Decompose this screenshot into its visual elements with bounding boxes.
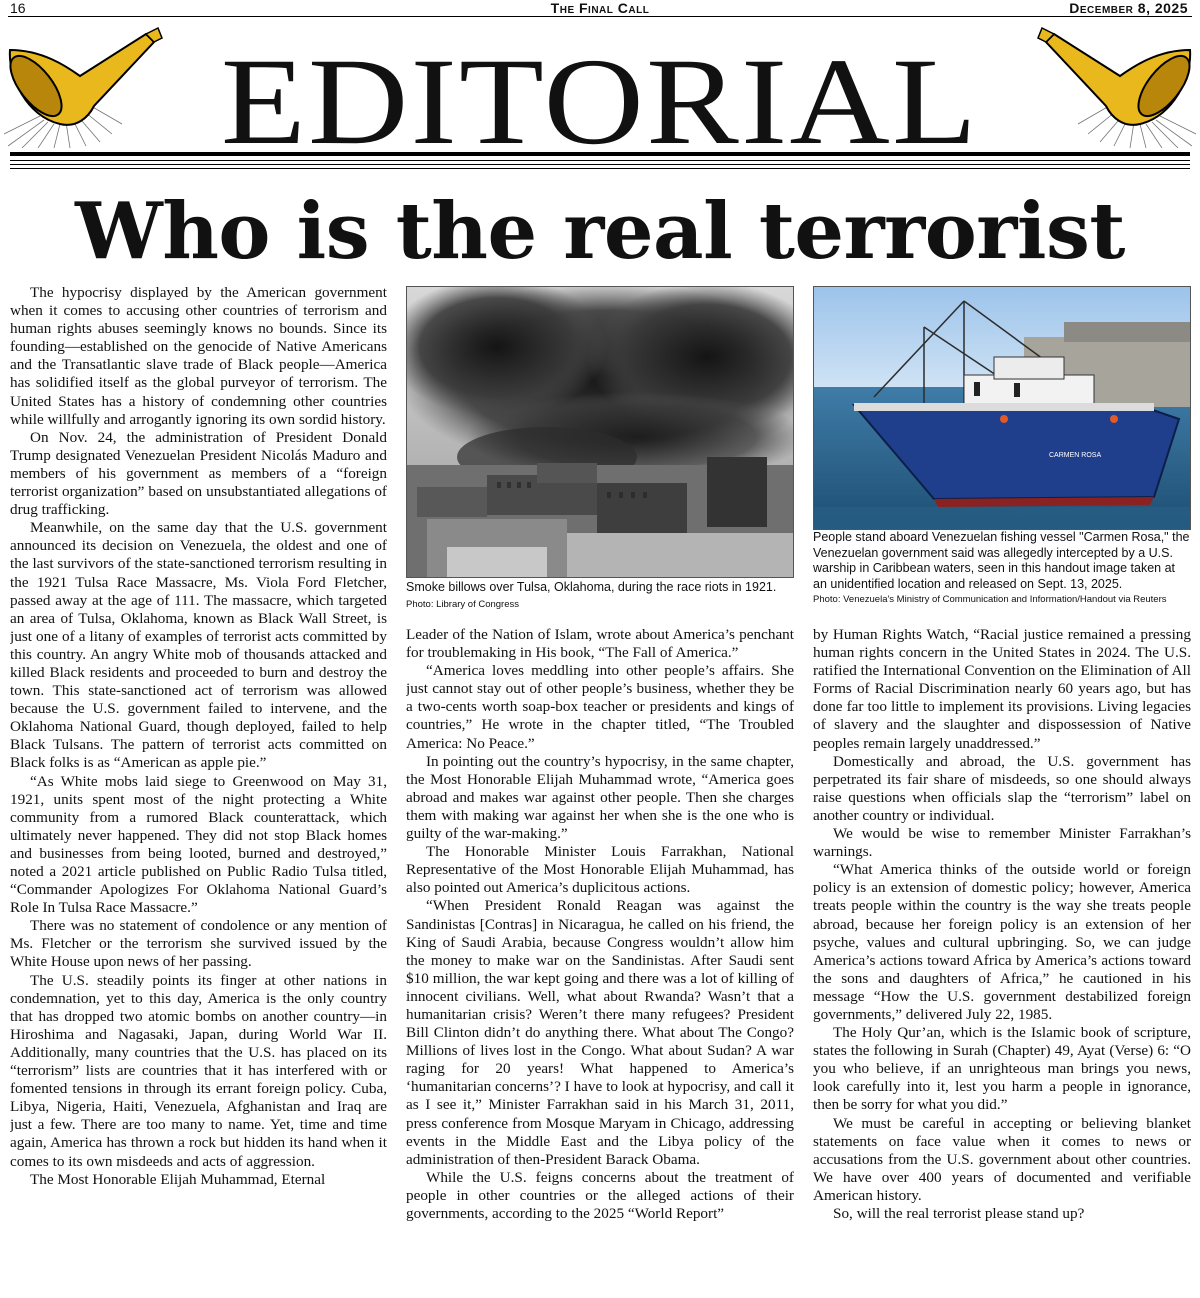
photo-credit: Photo: Venezuela's Ministry of Communication and Information/Handout via Reuters [813,594,1167,605]
masthead-rule [10,168,1190,169]
photo-caption-tulsa [406,580,794,612]
paragraph: So, will the real terrorist please stand up? [833,1205,1085,1222]
paragraph: Meanwhile, on the same day that the U.S. government announced its decision on Venezuela, the oldest and one of the last survivors of the state-sanctioned terrorism resulting in the 1921 Tulsa Race Massacre, Ms. Viola Ford Fletcher, passed away at the age of 111. The massacre, which targeted an area of Tulsa, Oklahoma, known as Black Wall Street, is just one of a litany of examples of terrorist acts committed by this country. An angry White mob of thousands attacked and killed Black residents and proceeded to burn and destroy the town. This state-sanctioned act of terrorism was allowed because the U.S. government failed to intervene, and the Oklahoma National Guard, though deployed, failed to help Black Tulsans. The pattern of terrorist acts committed on Black folks is as “American as apple pie.” [10,519,387,772]
running-head [0,0,1200,18]
section-masthead [0,24,1200,174]
photo-tulsa-smoke [406,286,794,578]
header-rule [8,16,1192,17]
paragraph: The Honorable Minister Louis Farrakhan, National Representative of the Most Honorable Elijah Muhammad, has also pointed out America’s duplicitous actions. [406,843,794,897]
caption-text: Smoke billows over Tulsa, Oklahoma, during the race riots in 1921. [406,580,777,594]
paragraph: The Holy Qur’an, which is the Islamic book of scripture, states the following in Surah (Chapter) 49, Ayat (Verse) 6: “O you who believe, if an unrighteous man brings you news, look carefully into it, lest you harm a people in ignorance, then be sorry for what you did.” [813,1024,1191,1114]
article-column-3 [813,626,1191,1290]
paragraph: The U.S. steadily points its finger at other nations in condemnation, yet to this day, America is the only country that has dropped two atomic bombs on another country—in Hiroshima and Nagasaki, Japan, during World War II. Additionally, many countries that the U.S. has placed on its “terrorism” lists are countries that it has interfered with or fomented tensions in through its errant foreign policy. Cuba, Libya, Nigeria, Haiti, Venezuela, Afghanistan and Iraq are just a few. There are too many to name. Yet, time and time again, America has thrown a rock but hidden its hand when it comes to its own misdeeds and acts of aggression. [10,971,387,1170]
paragraph: Leader of the Nation of Islam, wrote about America’s penchant for troublemaking in His book, “The Fall of America.” [406,626,794,662]
horn-icon [1036,24,1196,148]
article-column-2 [406,626,794,1290]
photo-fishing-vessel [813,286,1191,530]
section-title: EDITORIAL [220,33,980,170]
masthead-rule [10,160,1190,161]
masthead-rule [10,152,1190,156]
photo-caption-vessel [813,530,1191,608]
paragraph: We must be careful in accepting or believing blanket statements on face value when it comes to news or accusations from the U.S. government about other countries. We have over 400 years of documented and verifiable American history. [813,1114,1191,1204]
page-number: 16 [10,0,26,16]
paragraph: “America loves meddling into other people’s affairs. She just cannot stay out of other people’s business, whether they be a two-cents worth soap-box teacher or presidents and kings of countries,” He wrote in the chapter titled, “The Troubled America: No Peace.” [406,662,794,752]
masthead-rule [10,164,1190,165]
paragraph: “When President Ronald Reagan was against the Sandinistas [Contras] in Nicaragua, he called on his friend, the King of Saudi Arabia, because Congress wouldn’t allow him the money to make war on the Sandinistas. After Saudi sent $10 million, the war kept going and there was a lot of killing of innocent civilians. Well, what about Rwanda? Wasn’t that a humanitarian crisis? Weren’t there many refugees? President Bill Clinton didn’t do anything there. What about The Congo? Millions of lives lost in the Congo. What about Sudan? A war raging for 20 years! What happened to America’s ‘humanitarian concerns’? I have to look at hypocrisy, and call it as I see it,” Minister Farrakhan said in his March 31, 2011, press conference from Mosque Maryam in Chicago, addressing events in the Middle East and the Libya policy of the administration of then-President Barack Obama. [406,897,794,1168]
paragraph: In pointing out the country’s hypocrisy, in the same chapter, the Most Honorable Elijah Muhammad wrote, “America goes abroad and makes war against other people. Then she charges them with making war against her when she is the one who is guilty of the war-making.” [406,752,794,843]
issue-date: December 8, 2025 [1069,0,1188,16]
paragraph: by Human Rights Watch, “Racial justice remained a pressing human rights concern in the United States in 2024. The U.S. ratified the International Convention on the Elimination of All Forms of Racial Discrimination nearly 60 years ago, but has done far too little to implement its provisions. Living legacies of slavery and the slaughter and dispossession of Native peoples remain largely unaddressed.” [813,626,1191,752]
photo-tulsa-image [407,287,794,578]
vessel-name-label: CARMEN ROSA [1049,452,1102,459]
paragraph: The hypocrisy displayed by the American government when it comes to accusing other countries of terrorism and human rights abuses seemingly knows no bounds. Since its founding—established on the genocide of Native Americans and the Transatlantic slave trade of Black people—America has solidified itself as the global purveyor of terrorism. The United States has a history of condemning other countries while willfully and arrogantly ignoring its own sordid history. [10,284,387,428]
article-column-1 [10,284,387,1290]
paragraph: We would be wise to remember Minister Farrakhan’s warnings. [813,825,1191,861]
publication-name: The Final Call [550,0,650,16]
paragraph: “As White mobs laid siege to Greenwood on May 31, 1921, units spent most of the night protecting a White community from a rumored Black counterattack, which ultimately never happened. They did not stop Black homes and businesses from being looted, burned and destroyed,” noted a 2021 article published on Public Radio Tulsa titled, “Commander Apologizes For Oklahoma National Guard’s Role In Tulsa Race Massacre.” [10,772,387,917]
paragraph: The Most Honorable Elijah Muhammad, Eternal [30,1170,326,1188]
caption-text: People stand aboard Venezuelan fishing vessel "Carmen Rosa," the Venezuelan government said was allegedly intercepted by a U.S. warship in Caribbean waters, seen in this handout image taken at an unidentified location and released on Sept. 13, 2025. [813,530,1190,591]
photo-credit: Photo: Library of Congress [406,598,520,610]
paragraph: On Nov. 24, the administration of President Donald Trump designated Venezuelan President Nicolás Maduro and members of his government as members of a “foreign terrorist organization” based on unsubstantiated allegations of drug trafficking. [10,428,387,519]
paragraph: There was no statement of condolence or any mention of Ms. Fletcher or the terrorism she survived issued by the White House upon news of her passing. [10,917,387,971]
paragraph: Domestically and abroad, the U.S. government has perpetrated its fair share of misdeeds, so one should always raise questions when officials slap the “terrorism” label on another country or individual. [813,752,1191,824]
photo-vessel-image [814,287,1191,530]
paragraph: While the U.S. feigns concerns about the treatment of people in other countries or the alleged actions of their governments, according to the 2025 “World Report” [406,1168,794,1222]
headline: Who is the real terrorist [75,186,1125,277]
paragraph: “What America thinks of the outside world or foreign policy is an extension of domestic policy; however, America treats people within the country is the way she treats people abroad, because her foreign policy is an extension of her psyche, values and cultural upbringing. So, we can judge America’s actions toward Africa by America’s actions toward the sons and daughters of Africa,” he cautioned in his message “How the U.S. government destabilized foreign governments,” delivered July 22, 1985. [813,861,1191,1023]
